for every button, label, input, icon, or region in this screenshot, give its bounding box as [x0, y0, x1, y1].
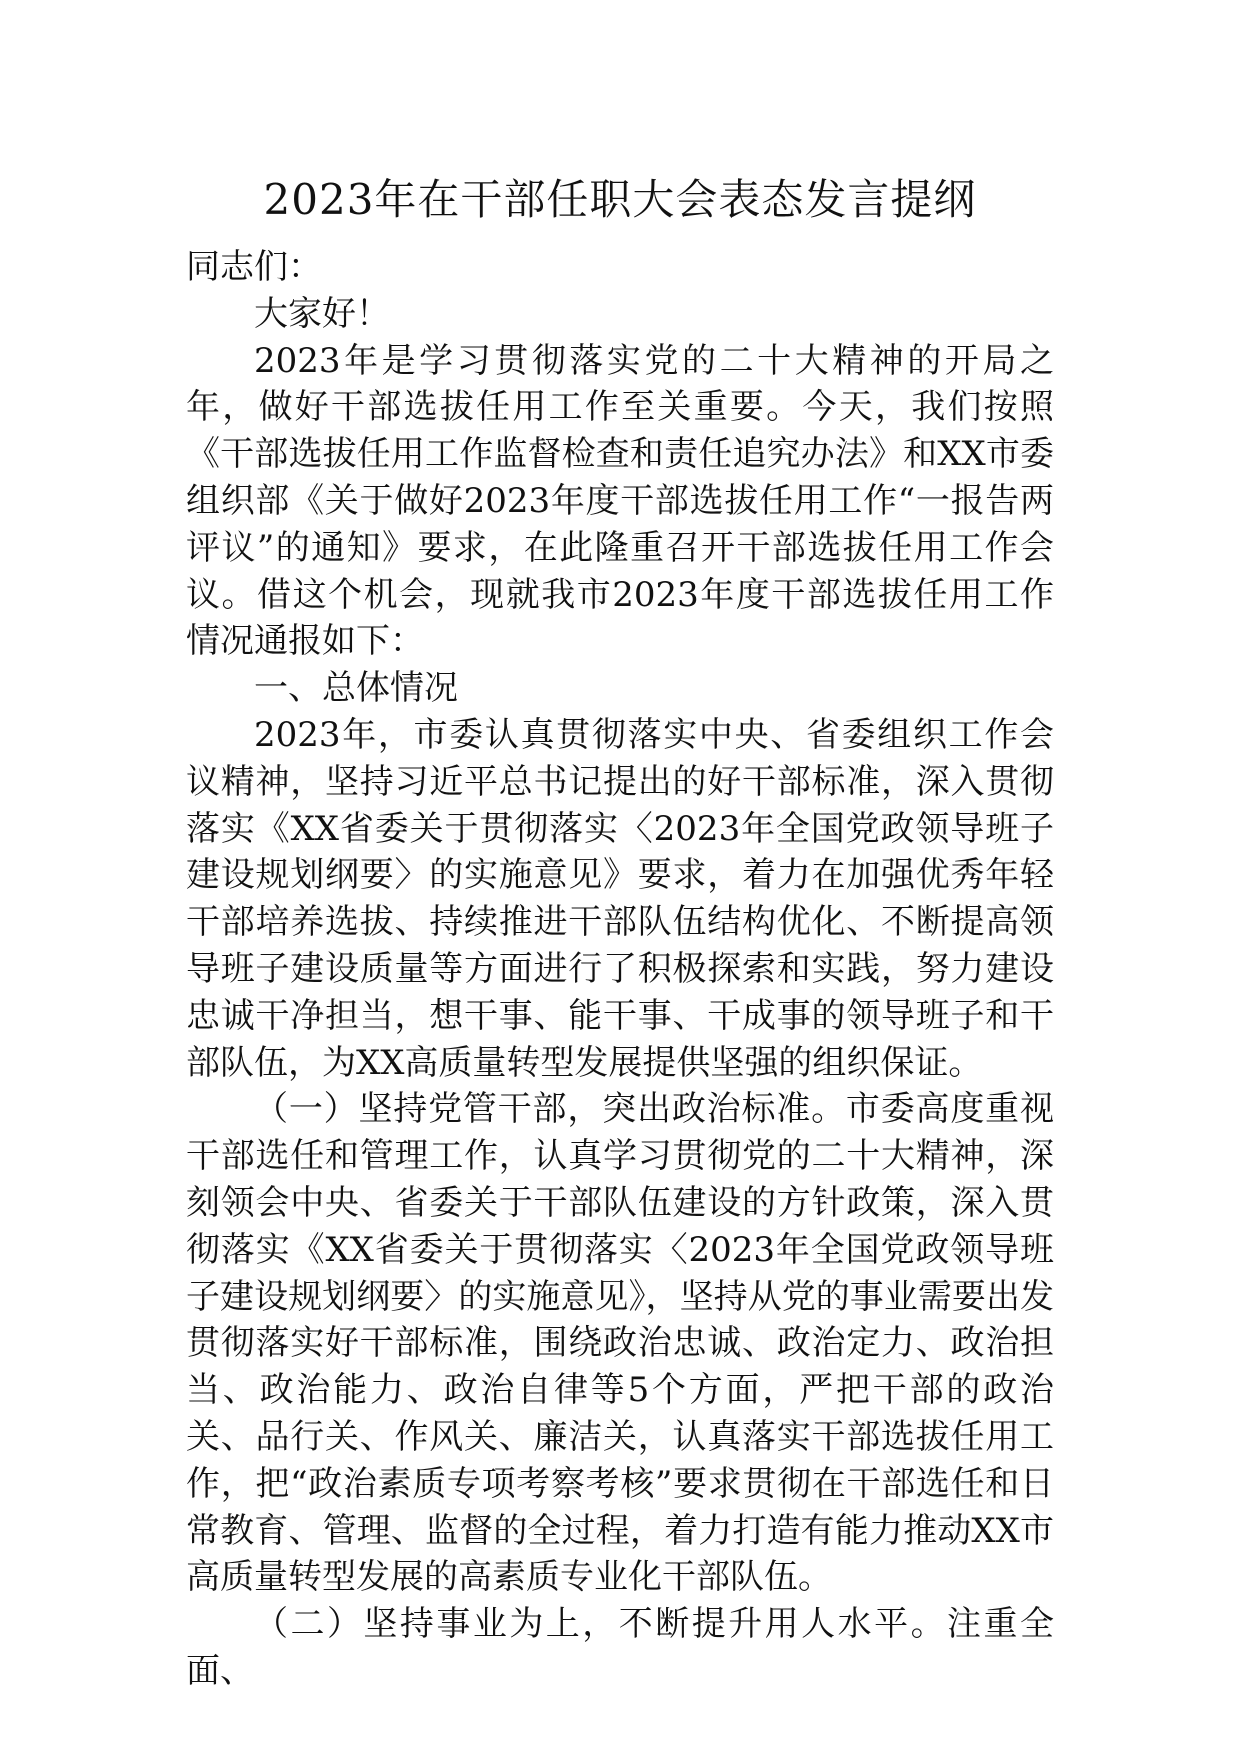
paragraph-overall-situation: 2023年，市委认真贯彻落实中央、省委组织工作会议精神，坚持习近平总书记提出的好干部标准，深入贯彻落实《XX省委关于贯彻落实〈2023年全国党政领导班子建设规划纲要〉的实施意见》要求，着力在加强优秀年轻干部培养选拔、持续推进干部队伍结构优化、不断提高领导班子建设质量等方面进行了积极探索和实践，努力建设忠诚干净担当，想干事、能干事、干成事的领导班子和干部队伍，为XX高质量转型发展提供坚强的组织保证。 — [186, 714, 1054, 1083]
paragraph-greeting: 大家好！ — [254, 293, 390, 334]
document-title: 2023年在干部任职大会表态发言提纲 — [263, 175, 977, 224]
salutation: 同志们： — [186, 247, 322, 287]
document-body — [186, 244, 1054, 1695]
section-heading-overall: 一、总体情况 — [254, 668, 458, 709]
paragraph-point-one: （一）坚持党管干部，突出政治标准。市委高度重视干部选任和管理工作，认真学习贯彻党的二十大精神，深刻领会中央、省委关于干部队伍建设的方针政策，深入贯彻落实《XX省委关于贯彻落实〈2023年全国党政领导班子建设规划纲要〉的实施意见》，坚持从党的事业需要出发贯彻落实好干部标准，围绕政治忠诚、政治定力、政治担当、政治能力、政治自律等5个方面，严把干部的政治关、品行关、作风关、廉洁关，认真落实干部选拔任用工作，把“政治素质专项考察考核”要求贯彻在干部选任和日常教育、管理、监督的全过程，着力打造有能力推动XX市高质量转型发展的高素质专业化干部队伍。 — [186, 1089, 1054, 1598]
paragraph-introduction: 2023年是学习贯彻落实党的二十大精神的开局之年，做好干部选拔任用工作至关重要。今天，我们按照《干部选拔任用工作监督检查和责任追究办法》和XX市委组织部《关于做好2023年度干部选拔任用工作“一报告两评议”的通知》要求，在此隆重召开干部选拔任用工作会议。借这个机会，现就我市2023年度干部选拔任用工作情况通报如下： — [186, 340, 1054, 662]
paragraph-point-two: （二）坚持事业为上，不断提升用人水平。注重全面、 — [186, 1604, 1054, 1691]
